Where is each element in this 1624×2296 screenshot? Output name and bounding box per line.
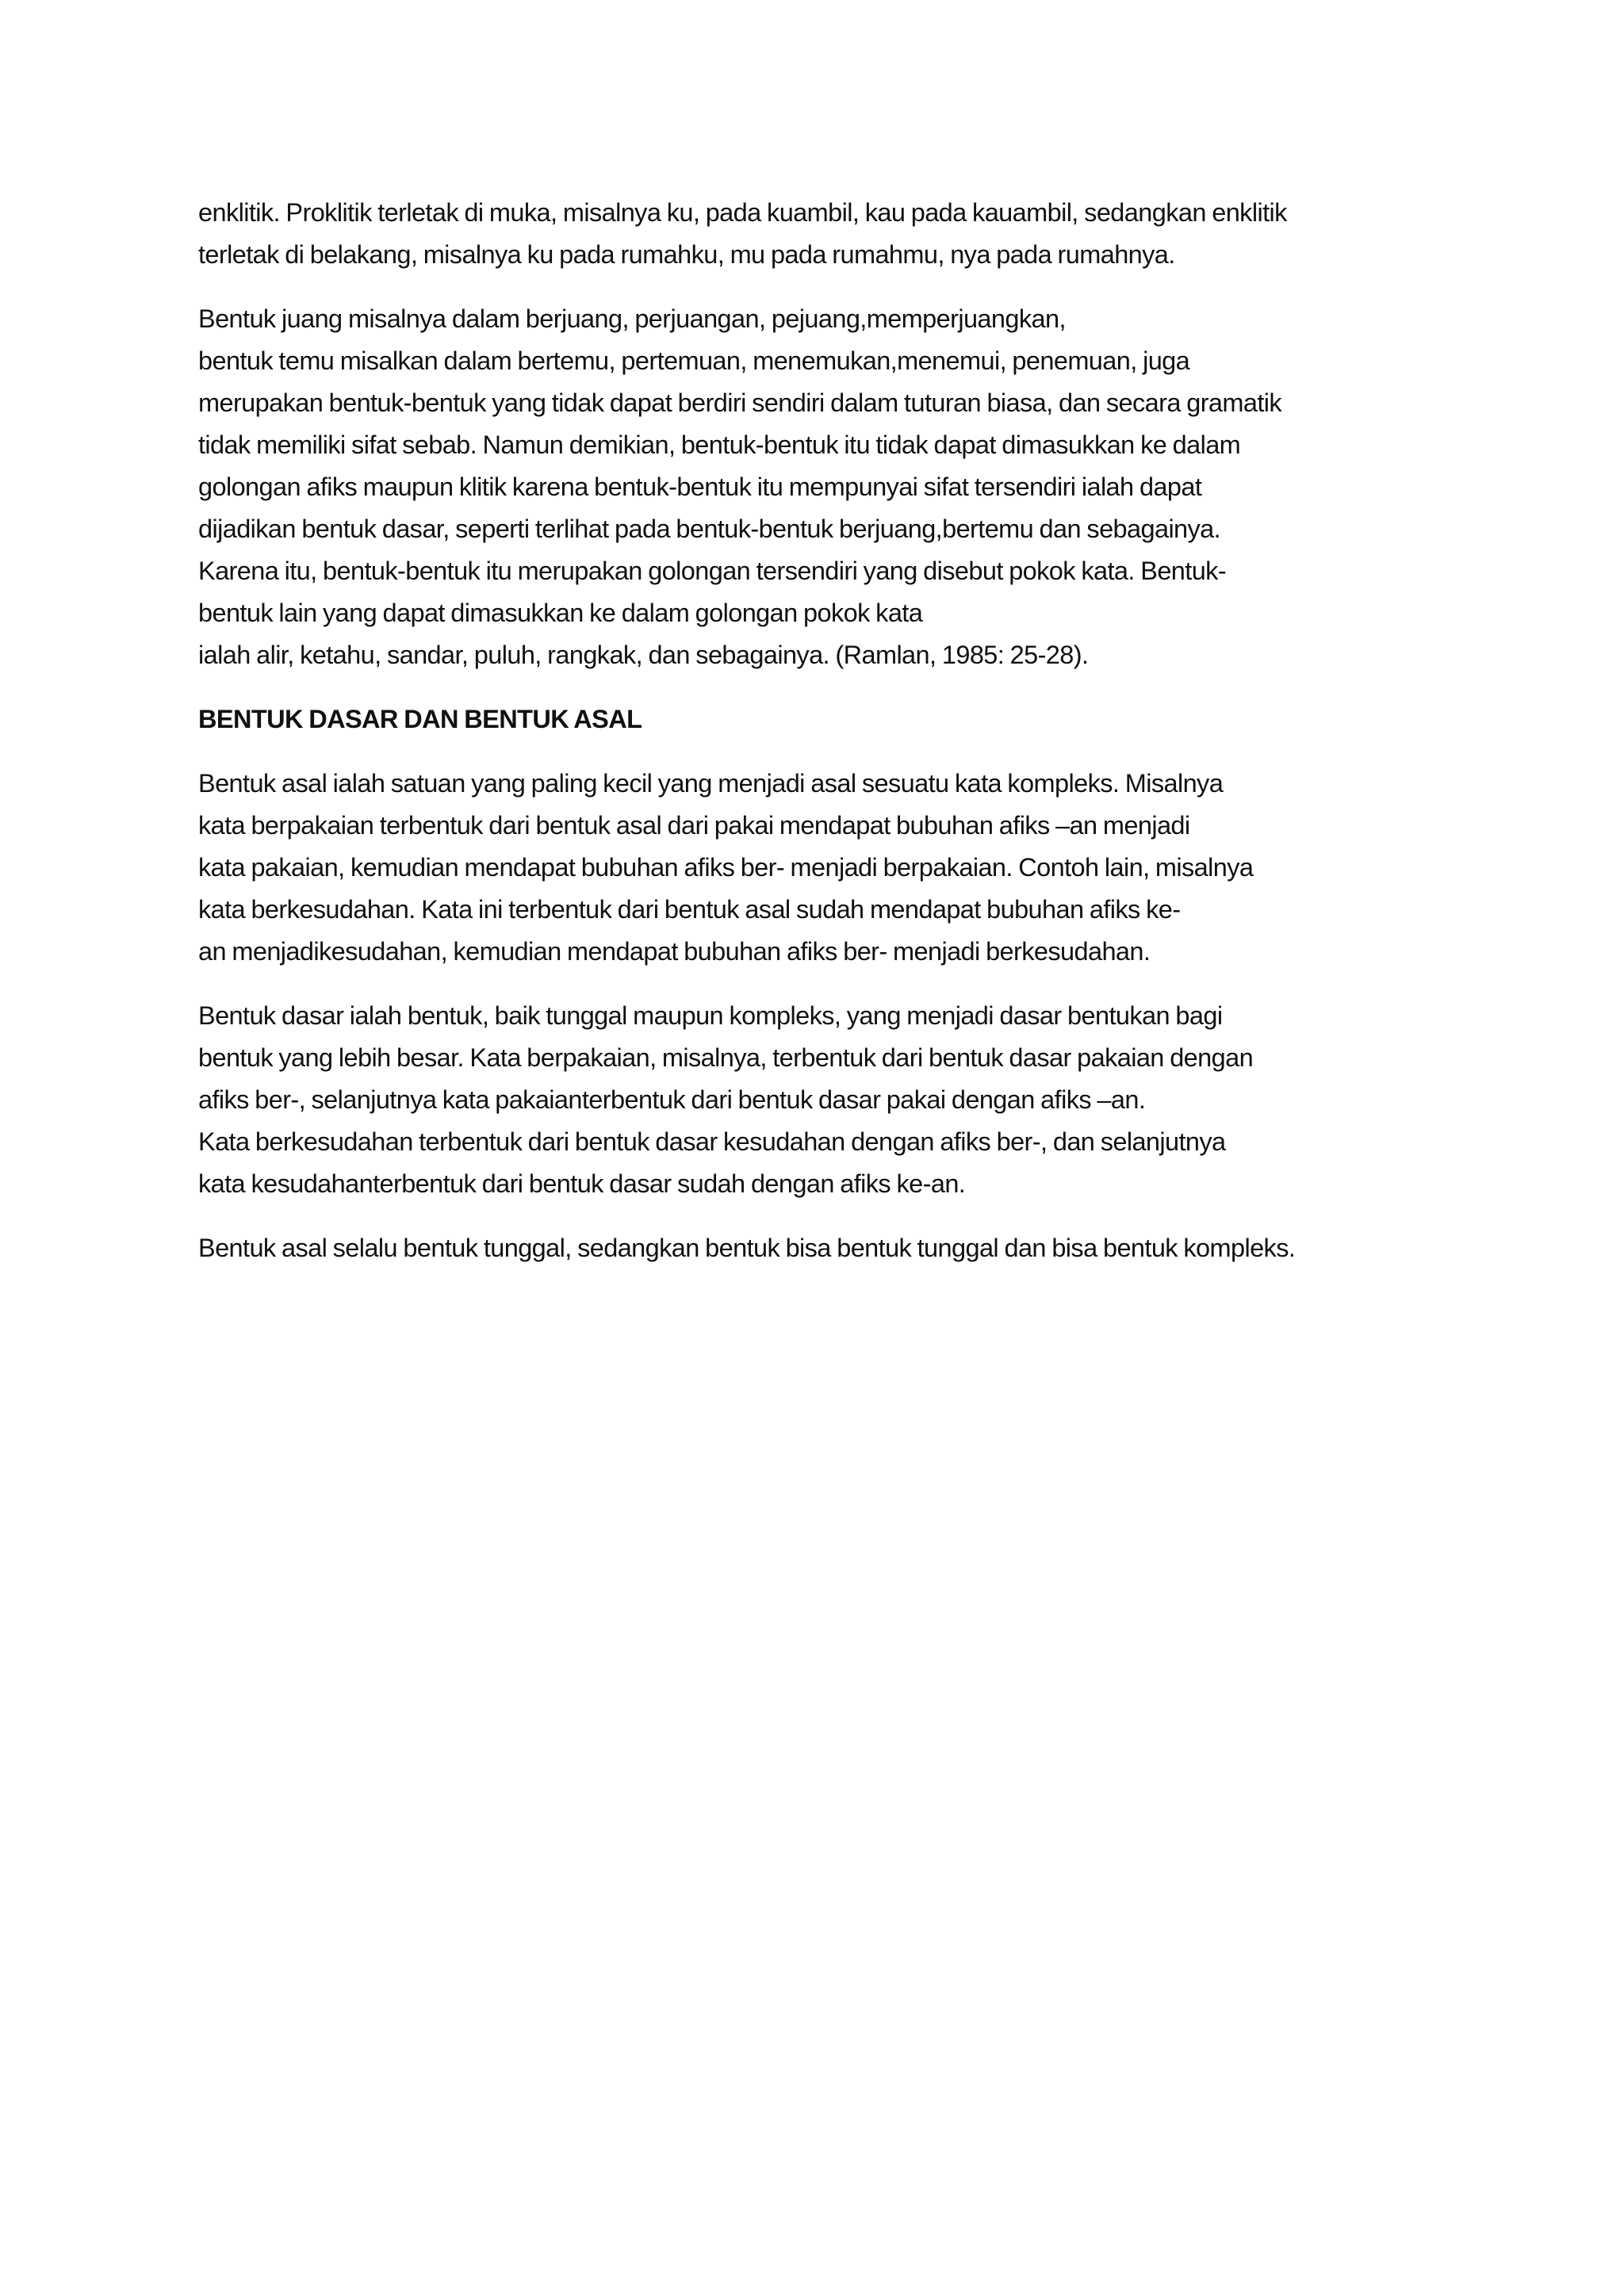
text-line: kata kesudahanterbentuk dari bentuk dasar sudah dengan afiks ke-an. (198, 1169, 966, 1198)
paragraph-bentuk-asal (198, 763, 1451, 973)
paragraph-enklitik (198, 192, 1451, 276)
text-line: Bentuk juang misalnya dalam berjuang, perjuangan, pejuang,memperjuangkan, (198, 304, 1066, 333)
text-line: bentuk temu misalkan dalam bertemu, pertemuan, menemukan,menemui, penemuan, juga (198, 346, 1190, 375)
text-line: golongan afiks maupun klitik karena bentuk-bentuk itu mempunyai sifat tersendiri ialah dapat (198, 473, 1202, 501)
text-line: ialah alir, ketahu, sandar, puluh, rangkak, dan sebagainya. (Ramlan, 1985: 25-28). (198, 641, 1089, 669)
text-line: bentuk lain yang dapat dimasukkan ke dalam golongan pokok kata (198, 599, 923, 627)
text-line: kata berkesudahan. Kata ini terbentuk dari bentuk asal sudah mendapat bubuhan afiks ke- (198, 895, 1181, 924)
text-line: Karena itu, bentuk-bentuk itu merupakan golongan tersendiri yang disebut pokok kata. Bentuk- (198, 557, 1227, 585)
text-line: terletak di belakang, misalnya ku pada rumahku, mu pada rumahmu, nya pada rumahnya. (198, 240, 1175, 269)
text-line: merupakan bentuk-bentuk yang tidak dapat berdiri sendiri dalam tuturan biasa, dan secara gramatik (198, 388, 1282, 417)
paragraph-kesimpulan (198, 1227, 1451, 1269)
text-line: Bentuk asal selalu bentuk tunggal, sedangkan bentuk bisa bentuk tunggal dan bisa bentuk kompleks. (198, 1234, 1296, 1262)
text-line: afiks ber-, selanjutnya kata pakaianterbentuk dari bentuk dasar pakai dengan afiks –an. (198, 1085, 1146, 1114)
text-line: bentuk yang lebih besar. Kata berpakaian, misalnya, terbentuk dari bentuk dasar pakaian dengan (198, 1043, 1254, 1072)
text-line: kata berpakaian terbentuk dari bentuk asal dari pakai mendapat bubuhan afiks –an menjadi (198, 811, 1190, 840)
text-line: Bentuk dasar ialah bentuk, baik tunggal maupun kompleks, yang menjadi dasar bentukan bagi (198, 1001, 1223, 1030)
document-body (198, 192, 1451, 1292)
text-line: dijadikan bentuk dasar, seperti terlihat pada bentuk-bentuk berjuang,bertemu dan sebagainya. (198, 515, 1221, 543)
text-line: tidak memiliki sifat sebab. Namun demikian, bentuk-bentuk itu tidak dapat dimasukkan ke dalam (198, 430, 1241, 459)
section-heading: BENTUK DASAR DAN BENTUK ASAL (198, 705, 642, 733)
text-line: Kata berkesudahan terbentuk dari bentuk dasar kesudahan dengan afiks ber-, dan selanjutnya (198, 1127, 1226, 1156)
text-line: an menjadikesudahan, kemudian mendapat bubuhan afiks ber- menjadi berkesudahan. (198, 937, 1151, 966)
text-line: Bentuk asal ialah satuan yang paling kecil yang menjadi asal sesuatu kata kompleks. Misalnya (198, 769, 1224, 798)
text-line: enklitik. Proklitik terletak di muka, misalnya ku, pada kuambil, kau pada kauambil, sedangkan enklitik (198, 198, 1287, 227)
paragraph-bentuk-dasar (198, 995, 1451, 1205)
text-line: kata pakaian, kemudian mendapat bubuhan afiks ber- menjadi berpakaian. Contoh lain, misalnya (198, 853, 1254, 882)
paragraph-bentuk-juang (198, 298, 1451, 676)
